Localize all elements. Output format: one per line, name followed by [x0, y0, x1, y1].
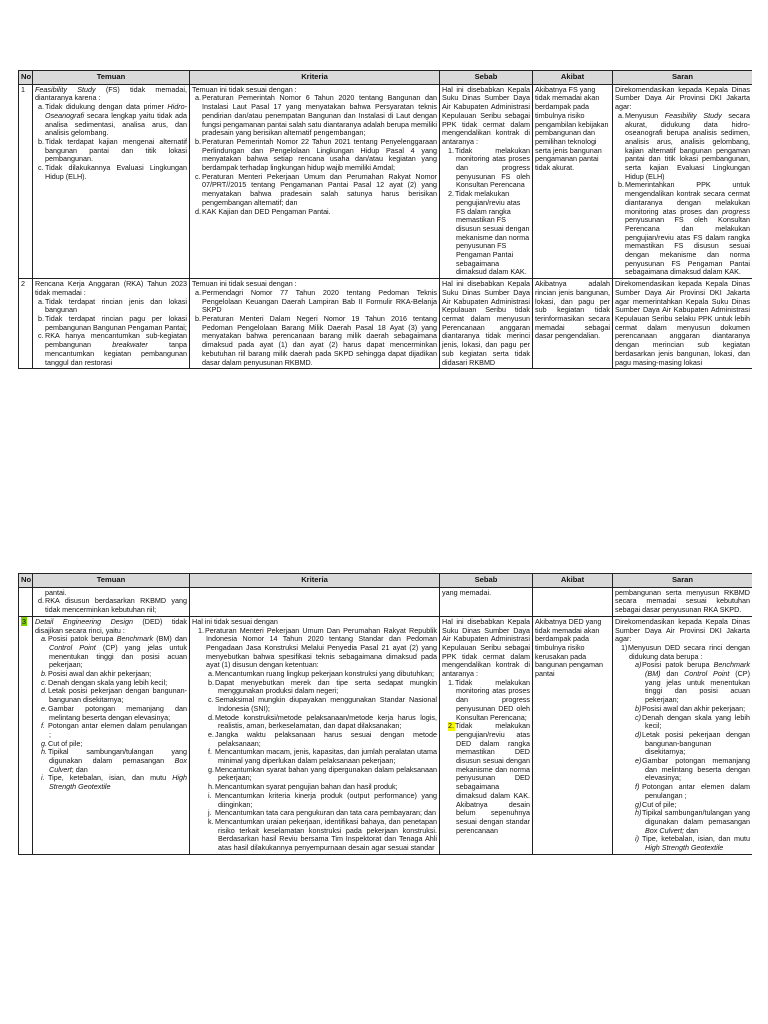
temuan-item-list	[35, 635, 187, 792]
list-item	[35, 687, 187, 704]
row-number: 2	[19, 279, 33, 369]
list-text: Mencantumkan uraian pekerjaan, identifikasi bahaya, dan penetapan risiko terkait keselamatan konstruksi pada pekerjaan konstruksi. Berdasarkan hasil Reviu bersama Tim Inspektorat dan Tenaga Ahli atas hasil dilakukannya penyempurnaan desain agar sesuai standar	[215, 816, 437, 853]
list-marker: a.	[195, 93, 201, 103]
table-header-row	[19, 574, 753, 588]
list-text: Jangka waktu pelaksanaan harus sesuai dengan metode pelaksanaan;	[215, 729, 437, 748]
list-marker: i)	[635, 834, 639, 844]
list-text: Mencantumkan syarat bahan yang dipergunakan dalam pelaksanaan pekerjaan;	[215, 764, 437, 783]
table-row	[19, 587, 753, 616]
list-item	[192, 818, 437, 853]
list-text: Tipikal sambungan/tulangan yang digunakan dalam pemasangan	[48, 747, 187, 766]
list-text: Mencantumkan tata cara pengukuran dan tata cara pembayaran; dan	[215, 808, 436, 818]
list-marker: c.	[38, 163, 44, 173]
list-text: Letak posisi pekerjaan dengan bangunan-bangunan disekitarnya;	[642, 729, 750, 757]
list-text: Tidak melakukan monitoring atas proses dan progress penyusunan FS oleh Konsultan Perencana	[455, 145, 530, 190]
header-no: No	[19, 574, 33, 588]
list-text: Tidak dilakukannya Evaluasi Lingkungan Hidup (ELH).	[45, 163, 187, 181]
list-marker: i.	[41, 773, 45, 783]
sebab-intro: Hal ini disebabkan Kepala Suku Dinas Sumber Daya Air Kabupaten Administrasi Kepulauan Seribu sebagai PPK tidak cermat dalam mengendalikan kontrak di antaranya :	[442, 84, 530, 146]
list-text: tanpa mencantumkan kegiatan pembangunan tanggul dan restorasi	[45, 340, 187, 367]
saran-text: Direkomendasikan kepada Kepala Dinas Sumber Daya Air Provinsi DKI Jakarta agar memerintahkan Kepala Suku Dinas Sumber Daya Air Kabupaten Administrasi Kepulauan Seribu selaku PPK untuk lebih cermat dalam menyusun dokumen perencanaan anggaran diantaranya dengan merincian sub kegiatan berdasarkan jenis bangunan, lokasi, dan pagu masing-masing lokasi	[615, 279, 750, 367]
list-marker: a.	[618, 110, 624, 120]
saran-cell	[613, 616, 753, 854]
header-saran: Saran	[613, 71, 753, 85]
list-text: (CP) yang jelas untuk menentukan tinggi dan posisi acuan pekerjaan;	[49, 642, 187, 670]
list-text: Denah dengan skala yang lebih kecil;	[642, 712, 750, 731]
temuan-cell	[33, 616, 190, 854]
list-text: KAK Kajian dan DED Pengaman Pantai.	[202, 206, 331, 216]
list-text: Posisi patok berupa	[642, 660, 714, 670]
kriteria-cell	[190, 587, 440, 616]
list-item	[192, 679, 437, 696]
header-temuan: Temuan	[33, 574, 190, 588]
list-text: ; dan	[71, 764, 88, 774]
saran-intro: Direkomendasikan kepada Kepala Dinas Sumber Daya Air Provinsi DKI Jakarta agar:	[615, 84, 750, 112]
list-text: Tidak terdapat kajian mengenai alternatif bangunan pantai dan titik lokasi pembangunan.	[45, 136, 187, 164]
row-number	[19, 587, 33, 616]
list-marker: b.	[195, 313, 201, 323]
list-text: RKA hanya mencantumkan sub-kegiatan pembangunan	[45, 331, 187, 350]
header-no: No	[19, 71, 33, 85]
kriteria-cell	[190, 279, 440, 369]
temuan-intro: (DED) tidak disajikan secara rinci, yaitu :	[35, 616, 187, 635]
saran-continuation: pembangunan serta menyusun RKBMD secara memadai sesuai kebutuhan sebagai dasar penyusunan RKA SKPD.	[615, 587, 750, 615]
list-marker: h.	[208, 782, 214, 792]
saran-cell	[613, 279, 753, 369]
list-marker: b.	[618, 180, 624, 190]
list-marker: d.	[195, 206, 201, 216]
kriteria-intro: Temuan ini tidak sesuai dengan :	[192, 84, 297, 94]
sebab-cell	[440, 279, 533, 369]
list-text: Gambar potongan memanjang dan melintang beserta dengan elevasinya;	[48, 703, 187, 722]
akibat-text: Akibatnya FS yang tidak memadai akan berdampak pada timbulnya risiko pengambilan kebijakan pembangunan dan pemilihan teknologi serta jenis bangunan pengamanan pantai tidak akurat.	[535, 84, 609, 173]
list-marker: j.	[208, 808, 212, 818]
temuan-intro: Rencana Kerja Anggaran (RKA) Tahun 2023 tidak memadai :	[35, 279, 187, 297]
list-text: Tidak terdapat rincian pagu per lokasi pembangunan Bangunan Pengaman Pantai;	[45, 313, 187, 332]
list-text: Permendagri Nomor 77 Tahun 2020 tentang Pedoman Teknis Pengelolaan Keuangan Daerah Lampiran Bab II Formulir RKA-Belanja SKPD	[202, 287, 437, 315]
sebab-cell	[440, 616, 533, 854]
list-item	[192, 696, 437, 713]
list-text: Peraturan Menteri Pekerjaan Umum Dan Perumahan Rakyat Republik Indonesia Nomor 14 Tahun 2020 tentang Standar dan Pedoman Pengadaan Jasa Konstruksi Melalui Penyedia Pasal 21 ayat (2) yang menyebutkan bahwa spesifikasi teknis sebagaimana dimaksud pada ayat (1) disusun dengan ketentuan:	[205, 625, 437, 670]
list-text: Menyusun	[625, 110, 665, 120]
temuan-cell	[33, 279, 190, 369]
list-marker: d.	[208, 712, 214, 722]
list-term: High Strength Geotextile	[49, 773, 187, 792]
list-text: Mencantumkan ruang lingkup pekerjaan konstruksi yang dibutuhkan;	[215, 669, 434, 679]
header-kriteria: Kriteria	[190, 71, 440, 85]
list-term: Benchmark (BM)	[645, 660, 750, 679]
list-marker: f)	[635, 782, 640, 792]
list-term: High Strength Geotextile	[645, 843, 724, 853]
list-item	[192, 766, 437, 783]
list-text: dan	[684, 825, 699, 835]
list-text: Semaksimal mungkin diupayakan menggunakan Standar Nasional Indonesia (SNI);	[215, 695, 437, 713]
audit-table-2	[18, 573, 752, 855]
list-term: Feasibility Study	[664, 110, 722, 120]
list-marker: a.	[38, 296, 44, 306]
table-row	[19, 279, 753, 369]
list-item	[615, 731, 750, 757]
list-item	[615, 809, 750, 835]
list-marker: c.	[195, 171, 201, 181]
list-marker: b.	[41, 669, 47, 679]
list-item	[615, 783, 750, 800]
list-text: Tipe, ketebalan, isian, dan mutu	[48, 773, 173, 783]
sebab-cell	[440, 84, 533, 278]
list-text: dan	[660, 669, 685, 679]
list-text: Tidak melakukan pengujian/reviu atas DED dalam rangka memastikan DED disusun sesuai dengan mekanisme dan norma penyusunan DED sebagaimana dimaksud dalam KAK. Akibatnya desain belum sepenuhnya sesuai dengan standar perencanaan	[455, 721, 530, 835]
list-text: Posisi awal dan akhir pekerjaan;	[642, 703, 746, 713]
list-text: Peraturan Pemerintah Nomor 6 Tahun 2020 tentang Bangunan dan Instalasi Laut Pasal 17 yang menyatakan bahwa Persyaratan teknis pendirian dan/atau penempatan Bangunan dan Instalasi di Laut dengan fungsi pengamanan pantai salah satu diantaranya adalah berupa memiliki pradesain yang berisikan alternatif pengembangan;	[202, 93, 437, 138]
row-number	[19, 616, 33, 854]
list-marker: f.	[208, 747, 212, 757]
list-marker: h)	[635, 808, 642, 818]
kriteria-cell	[190, 616, 440, 854]
header-akibat: Akibat	[533, 574, 613, 588]
list-item	[615, 757, 750, 783]
page-block-2	[18, 573, 752, 959]
saran-cell	[613, 84, 753, 278]
akibat-text: Akibatnya DED yang tidak memadai akan berdampak pada timbulnya risiko kerusakan pada bangunan pengaman pantai	[535, 616, 603, 679]
list-text: Letak posisi pekerjaan dengan bangunan-bangunan disekitarnya;	[48, 686, 187, 705]
list-marker-highlight: 2.	[448, 721, 454, 731]
list-text: penyusunan FS oleh Konsultan Perencana dan melakukan pengujian/reviu atas FS dalam rangka memastikan FS disusun sesuai dengan mekanisme dan norma penyusunan FS Pengaman Pantai sebagaimana dimaksud dalam KAK.	[625, 215, 750, 277]
list-text: secara lengkap yaitu tidak ada analisa sedimentasi, analisa arus, dan analisis gelombang.	[45, 110, 187, 138]
header-kriteria: Kriteria	[190, 574, 440, 588]
list-marker: c.	[41, 677, 47, 687]
list-text: Posisi awal dan akhir pekerjaan;	[48, 669, 152, 679]
list-text: Gambar potongan memanjang dan melintang beserta dengan elevasinya;	[642, 756, 750, 783]
list-term: Box Culvert	[49, 756, 187, 774]
list-term: Box Culvert;	[645, 825, 685, 835]
list-item	[192, 714, 437, 731]
list-marker: d.	[38, 596, 44, 606]
list-term: progress	[722, 206, 750, 216]
list-term: Control Point	[49, 642, 96, 652]
list-marker: d)	[635, 729, 642, 739]
temuan-intro: (FS) tidak memadai, diantaranya karena :	[35, 84, 187, 103]
sebab-continuation: yang memadai.	[442, 587, 492, 597]
list-marker: 2.	[448, 189, 454, 199]
list-text: Peraturan Menteri Pekerjaan Umum dan Perumahan Rakyat Nomor 07/PRT//2015 tentang Pengamanan Pantai Pasal 12 ayat (2) yang menyatakan bahwa pradesain salah satunya harus berisikan pengembangan alternatif; dan	[202, 171, 437, 207]
list-marker: e)	[635, 756, 642, 766]
list-marker: a.	[38, 102, 44, 112]
list-item	[192, 792, 437, 809]
list-item	[192, 748, 437, 765]
list-text: Mencantumkan syarat pengujian bahan dan hasil produk;	[215, 782, 398, 792]
list-text: Tidak melakukan monitoring atas proses dan progress penyusunan DED oleh Konsultan Perencana;	[455, 677, 530, 722]
list-text: Tidak terdapat rincian jenis dan lokasi bangunan	[45, 296, 187, 315]
list-term: Control Point	[684, 669, 730, 679]
list-text: Peraturan Menteri Dalam Negeri Nomor 19 Tahun 2016 tentang Pedoman Pengelolaan Barang Milik Daerah Pasal 18 Ayat (3) yang menyatakan bahwa perencanaan barang milik daerah sebagaimana dimaksud pada ayat (1) dan ayat (2) harus dapat mencerminkan kebutuhan riil barang milik daerah pada SKPD sehingga dapat dijadikan dasar dalam penyusunan RKBMD.	[202, 313, 437, 367]
header-saran: Saran	[613, 574, 753, 588]
list-marker: 1.	[198, 625, 204, 635]
table-row	[19, 616, 753, 854]
list-marker: 1.	[448, 145, 454, 155]
list-marker: e.	[41, 703, 47, 713]
header-akibat: Akibat	[533, 71, 613, 85]
list-item	[192, 731, 437, 748]
page-block-1	[18, 70, 752, 455]
list-term: Hidro-Oseanografi	[45, 102, 187, 120]
list-text: secara akurat, didukung data hidro-oseanografi berupa analisis sedimen, analisis arus, analisis gelombang, kajian alternatif bangunan pengaman pantai dan titik lokasi pembangunan, serta kajian Evaluasi Lingkungan Hidup (ELH)	[625, 110, 750, 181]
list-marker: 1.	[448, 677, 454, 687]
kriteria-item-list	[192, 670, 437, 853]
akibat-cell	[533, 84, 613, 278]
sebab-text: Hal ini disebabkan Kepala Suku Dinas Sumber Daya Air Kabupaten Administrasi Kepulauan Seribu tidak cermat dalam menyusun Perencanaan anggaran diantaranya tidak merinci jenis, lokasi, dan pagu per sub kegiatan serta tidak didasari RKBMD	[442, 279, 530, 367]
table-row	[19, 84, 753, 278]
temuan-term: Detail Engineering Design	[35, 616, 133, 626]
saran-intro: Direkomendasikan kepada Kepala Dinas Sumber Daya Air Provinsi DKI Jakarta agar:	[615, 616, 750, 644]
akibat-cell	[533, 279, 613, 369]
list-text: Mencantumkan kriteria kinerja produk (output performance) yang diinginkan;	[215, 790, 437, 809]
temuan-term: Feasibility Study	[35, 84, 96, 94]
list-text: Tidak melakukan pengujian/reviu atas FS dalam rangka memastikan FS disusun sesuai dengan mekanisme dan norma penyusunan FS Pengaman Pantai sebagaimana dimaksud dalam KAK.	[455, 189, 530, 277]
list-marker: b)	[635, 703, 642, 713]
kriteria-intro: Hal ini tidak sesuai dengan	[192, 616, 278, 626]
list-text: (BM) dan	[153, 634, 187, 644]
list-marker: c.	[208, 695, 214, 705]
list-item	[35, 722, 187, 739]
temuan-cell	[33, 84, 190, 278]
sebab-cell	[440, 587, 533, 616]
kriteria-intro: Temuan ini tidak sesuai dengan :	[192, 279, 297, 289]
list-text: Cut of pile;	[642, 799, 677, 809]
list-marker: i.	[208, 790, 212, 800]
list-marker: a.	[195, 287, 201, 297]
list-marker: b.	[38, 136, 44, 146]
akibat-text: Akibatnya adalah rincian jenis bangunan, lokasi, dan pagu per sub kegiatan tidak terinformasikan secara memadai sebagai dasar pengendalian.	[535, 279, 610, 341]
kriteria-cell	[190, 84, 440, 278]
audit-table-1	[18, 70, 752, 369]
list-marker: a.	[41, 634, 47, 644]
list-text: Mencantumkan macam, jenis, kapasitas, dan jumlah peralatan utama minimal yang diperlukan dalam pelaksanaan pekerjaan;	[215, 747, 437, 766]
list-text: Menyusun DED secara rinci dengan didukung data berupa :	[628, 642, 750, 661]
saran-cell	[613, 587, 753, 616]
list-item	[35, 705, 187, 722]
list-text: Memerintahkan PPK untuk mengendalikan kontrak secara cermat diantaranya dengan melakukan monitoring atas proses dan	[625, 180, 750, 216]
list-marker: e.	[208, 729, 214, 739]
list-text: Tipikal sambungan/tulangan yang digunakan dalam pemasangan	[642, 808, 750, 826]
list-item	[615, 714, 750, 731]
list-item	[35, 748, 187, 774]
list-text: Metode konstruksi/metode pelaksanaan/metode kerja harus logis, realistis, aman, berkeselamatan, dan dapat dilaksanakan;	[215, 712, 437, 731]
list-marker: k.	[208, 816, 214, 826]
list-marker: c)	[635, 712, 641, 722]
list-text: Tipe, ketebalan, isian, dan mutu	[642, 834, 750, 844]
list-marker: h.	[41, 747, 47, 757]
list-text: Peraturan Pemerintah Nomor 22 Tahun 2021 tentang Penyelenggaraan Perlindungan dan Pengelolaan Lingkungan Hidup Pasal 4 yang menyatakan bahwa setiap rencana usaha dan/atau kegiatan yang berdampak terhadap lingkungan hidup wajib memiliki Amdal;	[202, 136, 437, 173]
list-marker: f.	[41, 721, 45, 731]
list-text: Tidak didukung dengan data primer	[45, 102, 168, 112]
list-text: Posisi patok berupa	[48, 634, 117, 644]
list-text: Potongan antar elemen dalam penulangan ;	[48, 721, 187, 739]
list-marker: b.	[38, 313, 44, 323]
list-item	[615, 661, 750, 705]
list-text: Dapat menyebutkan merek dan tipe serta sedapat mungkin menggunakan produksi dalam negeri;	[215, 677, 437, 696]
list-marker: b.	[195, 136, 201, 146]
list-marker: g.	[208, 764, 214, 774]
list-term: Benchmark	[116, 634, 154, 644]
table-header-row	[19, 71, 753, 85]
row-number: 1	[19, 84, 33, 278]
list-marker: b.	[208, 677, 214, 687]
list-item	[615, 835, 750, 852]
temuan-continuation: pantai.	[45, 587, 67, 597]
header-sebab: Sebab	[440, 71, 533, 85]
list-text: RKA disusun berdasarkan RKBMD yang tidak mencerminkan kebutuhan riil;	[45, 596, 187, 615]
temuan-cell	[33, 587, 190, 616]
akibat-cell	[533, 587, 613, 616]
list-text: Potongan antar elemen dalam penulangan ;	[642, 782, 750, 800]
list-text: Denah dengan skala yang lebih kecil;	[48, 677, 168, 687]
list-marker: g.	[41, 738, 47, 748]
sebab-intro: Hal ini disebabkan Kepala Suku Dinas Sumber Daya Air Kabupaten Administrasi Kepulauan Seribu sebagai PPK tidak cermat dalam mengendalikan kontrak di antaranya :	[442, 616, 530, 679]
header-temuan: Temuan	[33, 71, 190, 85]
list-marker: a)	[635, 660, 642, 670]
saran-item-list	[615, 661, 750, 852]
list-marker: 1)	[621, 642, 628, 652]
list-item	[35, 774, 187, 791]
list-marker: c.	[38, 331, 44, 341]
list-text: (CP) yang jelas untuk menentukan tinggi dan posisi acuan pekerjaan;	[645, 669, 750, 705]
row-number-highlight: 3	[22, 616, 26, 626]
list-term: breakwater	[112, 340, 148, 350]
list-marker: a.	[208, 669, 214, 679]
akibat-cell	[533, 616, 613, 854]
list-item	[35, 635, 187, 670]
header-sebab: Sebab	[440, 574, 533, 588]
list-marker: d.	[41, 686, 47, 696]
list-text: Cut of pile;	[48, 738, 83, 748]
list-marker: g)	[635, 799, 642, 809]
